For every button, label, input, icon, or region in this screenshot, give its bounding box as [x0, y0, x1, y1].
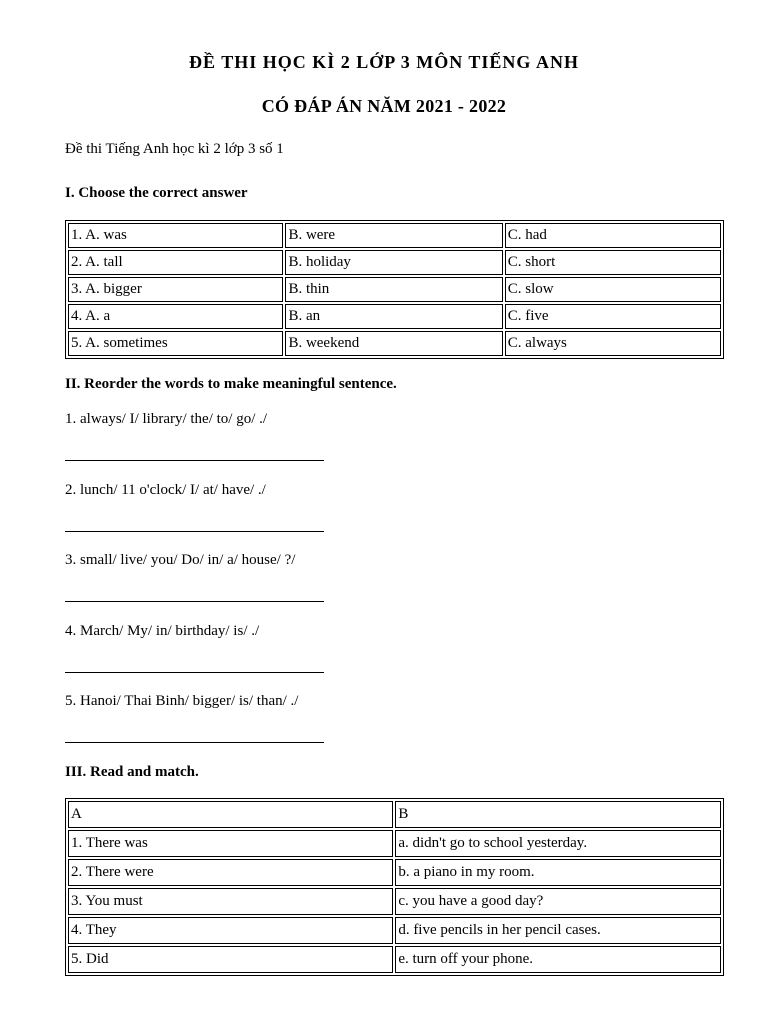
table-cell: 5. Did: [68, 946, 393, 973]
table-cell: 3. A. bigger: [68, 277, 283, 302]
table-cell: C. had: [505, 223, 721, 248]
table-cell: 4. They: [68, 917, 393, 944]
table-row: [68, 277, 721, 302]
table-cell: B. holiday: [285, 250, 502, 275]
table-header-row: [68, 801, 721, 828]
reorder-item: 2. lunch/ 11 o'clock/ I/ at/ have/ ./: [65, 482, 266, 498]
table-cell: c. you have a good day?: [395, 888, 721, 915]
answer-blank-line: [65, 531, 324, 532]
table-cell: d. five pencils in her pencil cases.: [395, 917, 721, 944]
table-cell: B. weekend: [285, 331, 502, 356]
table-row: [68, 304, 721, 329]
table-cell: B. an: [285, 304, 502, 329]
table-cell: B. were: [285, 223, 502, 248]
reorder-item: 1. always/ I/ library/ the/ to/ go/ ./: [65, 411, 268, 427]
table-cell: C. slow: [505, 277, 721, 302]
table-cell: 2. There were: [68, 859, 393, 886]
section3-heading: III. Read and match.: [65, 764, 199, 780]
column-header-b: B: [395, 801, 721, 828]
table-row: [68, 888, 721, 915]
table-cell: b. a piano in my room.: [395, 859, 721, 886]
reorder-item: 5. Hanoi/ Thai Binh/ bigger/ is/ than/ ./: [65, 693, 299, 709]
intro-text: Đề thi Tiếng Anh học kì 2 lớp 3 số 1: [65, 141, 284, 157]
answer-blank-line: [65, 601, 324, 602]
reorder-item: 4. March/ My/ in/ birthday/ is/ ./: [65, 623, 260, 639]
section1-heading: I. Choose the correct answer: [65, 185, 248, 201]
page-subtitle: CÓ ĐÁP ÁN NĂM 2021 - 2022: [261, 96, 507, 116]
table-cell: e. turn off your phone.: [395, 946, 721, 973]
table-cell: 1. There was: [68, 830, 393, 857]
read-match-table: [65, 798, 724, 976]
table-cell: C. five: [505, 304, 721, 329]
table-cell: 4. A. a: [68, 304, 283, 329]
table-cell: 5. A. sometimes: [68, 331, 283, 356]
section2-heading: II. Reorder the words to make meaningful sentence.: [65, 376, 397, 392]
table-cell: a. didn't go to school yesterday.: [395, 830, 721, 857]
answer-blank-line: [65, 460, 324, 461]
reorder-item: 3. small/ live/ you/ Do/ in/ a/ house/ ?/: [65, 552, 296, 568]
table-row: [68, 223, 721, 248]
table-cell: 1. A. was: [68, 223, 283, 248]
table-cell: C. short: [505, 250, 721, 275]
table-row: [68, 859, 721, 886]
table-cell: C. always: [505, 331, 721, 356]
answer-blank-line: [65, 672, 324, 673]
table-row: [68, 830, 721, 857]
table-cell: B. thin: [285, 277, 502, 302]
page-title: ĐỀ THI HỌC KÌ 2 LỚP 3 MÔN TIẾNG ANH: [189, 52, 579, 72]
table-cell: 2. A. tall: [68, 250, 283, 275]
choose-answer-table: [65, 220, 724, 359]
column-header-a: A: [68, 801, 393, 828]
table-row: [68, 917, 721, 944]
table-cell: 3. You must: [68, 888, 393, 915]
answer-blank-line: [65, 742, 324, 743]
table-row: [68, 946, 721, 973]
table-row: [68, 250, 721, 275]
table-row: [68, 331, 721, 356]
